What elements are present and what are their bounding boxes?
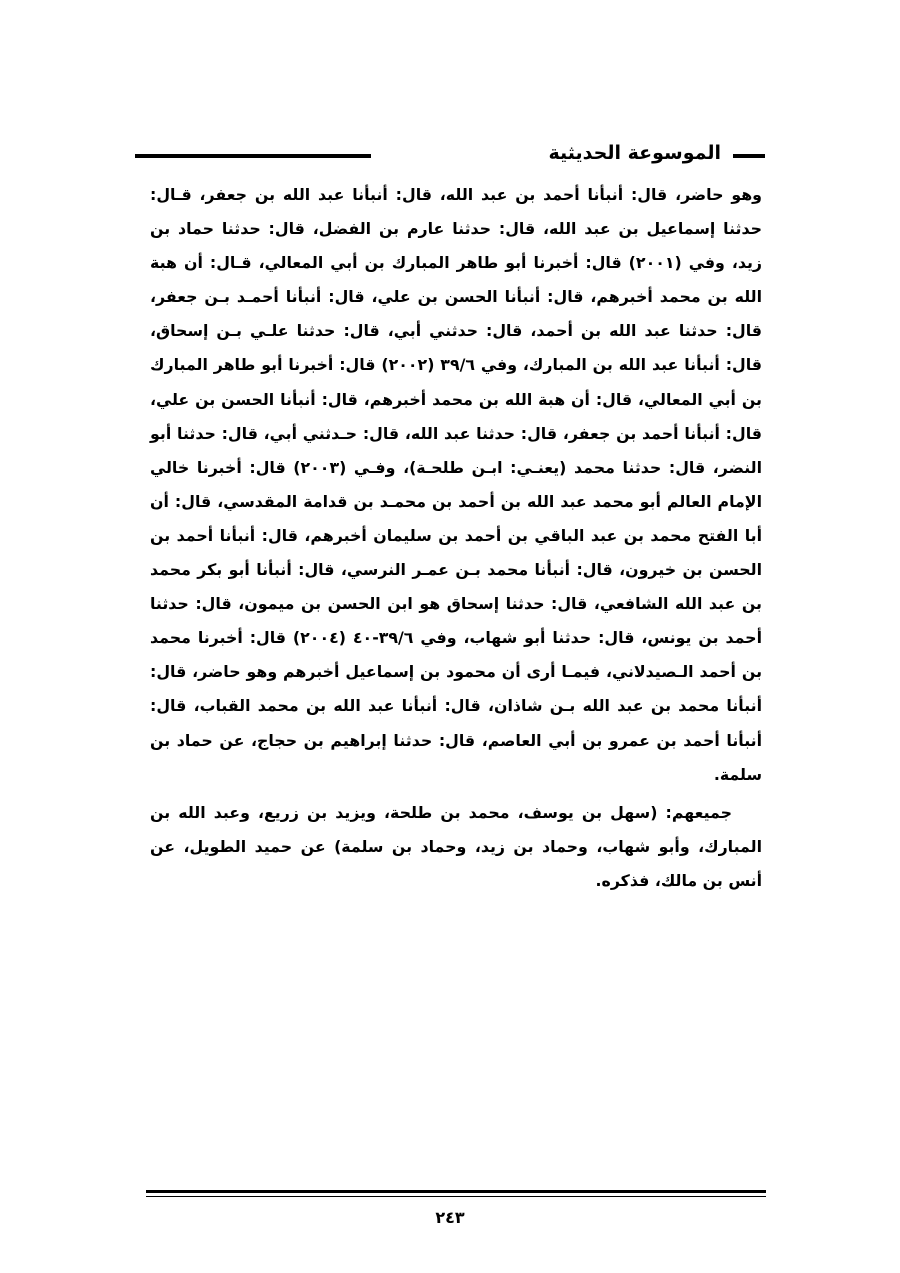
header-title: الموسوعة الحديثية: [548, 142, 721, 164]
paragraph-summary: جميعهم: (سهل بن يوسف، محمد بن طلحة، ويزيد بن زريع، وعبد الله بن المبارك، وأبو شهاب، وحماد بن زيد، وحماد بن سلمة) عن حميد الطويل، عن أنس بن مالك، فذكره.: [150, 802, 762, 890]
header-rule-left: [135, 152, 371, 158]
footer-rule: [146, 1190, 766, 1197]
page-header: [135, 138, 765, 168]
header-rule-right: [733, 152, 765, 158]
page-number: ٢٤٣: [435, 1208, 465, 1227]
paragraph-chain: وهو حاضر، قال: أنبأنا أحمد بن عبد الله، قال: أنبأنا عبد الله بن جعفر، قـال: حدثنا إسماعيل بن عبد الله، قال: حدثنا عارم بن الفضل، قال: حدثنا حماد بن زيد، وفي (٢٠٠١) قال: أخبرنا أبو طاهر المبارك بن أبي المعالي، قـال: أن هبة الله بن محمد أخبرهم، قال: أنبأنا الحسن بن علي، قال: أنبأنا أحمـد بـن جعفر، قال: حدثنا عبد الله بن أحمد، قال: حدثني أبي، قال: حدثنا علـي بـن إسحاق، قال: أنبأنا عبد الله بن المبارك، وفي ٣٩/٦ (٢٠٠٢) قال: أخبرنا أبو طاهر المبارك بن أبي المعالي، قال: أن هبة الله بن محمد أخبرهم، قال: أنبأنا الحسن بن علي، قال: أنبأنا أحمد بن جعفر، قال: حدثنا عبد الله، قال: حـدثني أبي، قال: حدثنا أبو النضر، قال: حدثنا محمد (يعنـي: ابـن طلحـة)، وفـي (٢٠٠٣) قال: أخبرنا خالي الإمام العالم أبو محمد عبد الله بن أحمد بن محمـد بن قدامة المقدسي، قال: أن أبا الفتح محمد بن عبد الباقي بن أحمد بن سليمان أخبرهم، قال: أنبأنا أحمد بن الحسن بن خيرون، قال: أنبأنا محمد بـن عمـر النرسي، قال: أنبأنا أبو بكر محمد بن عبد الله الشافعي، قال: حدثنا إسحاق هو ابن الحسن بن ميمون، قال: حدثنا أحمد بن يونس، قال: حدثنا أبو شهاب، وفي ٣٩/٦-٤٠ (٢٠٠٤) قال: أخبرنا محمد بن أحمد الـصيدلاني، فيمـا أرى أن محمود بن إسماعيل أخبرهم وهو حاضر، قال: أنبأنا محمد بن عبد الله بـن شاذان، قال: أنبأنا عبد الله بن محمد القباب، قال: أنبأنا أحمد بن عمرو بن أبي العاصم، قال: حدثنا إبراهيم بن حجاج، عن حماد بن سلمة.: [150, 185, 763, 784]
main-text: [150, 178, 762, 898]
